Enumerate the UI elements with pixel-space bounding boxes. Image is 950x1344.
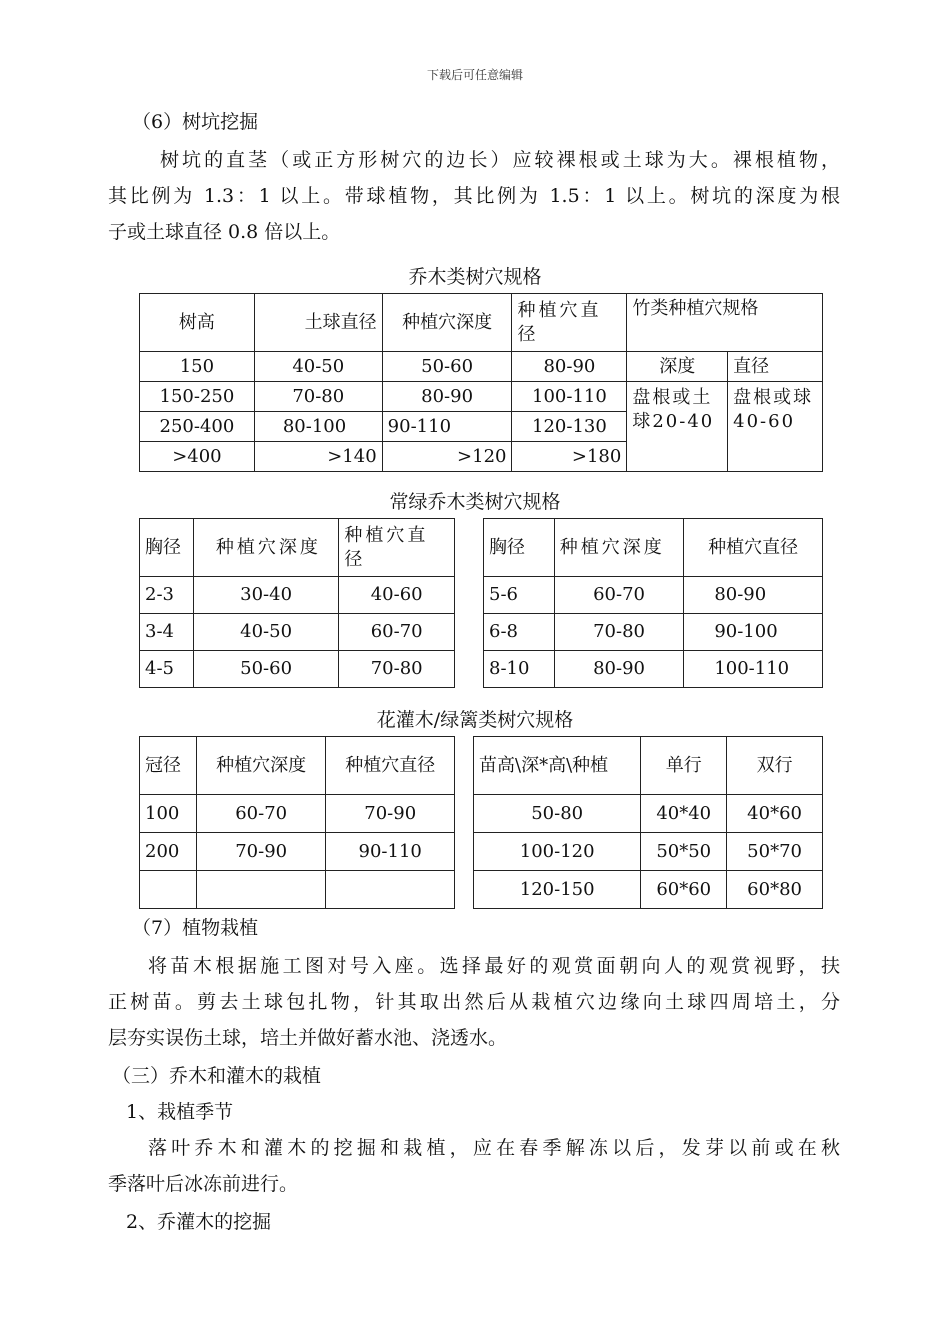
table-cell: 90-110 — [382, 412, 512, 442]
table-cell: 6-8 — [484, 614, 555, 651]
arbor-pit-table — [139, 293, 823, 472]
section-heading: （6）树坑挖掘 — [132, 111, 259, 133]
table-cell: 40-60 — [339, 577, 455, 614]
table-cell: 80-90 — [382, 382, 512, 412]
table-cell: 60*60 — [641, 871, 727, 909]
table-cell: 40-50 — [193, 614, 339, 651]
paragraph-line: 树坑的直茎（或正方形树穴的边长）应较裸根或土球为大。裸根植物， — [160, 149, 840, 171]
table-cell: 70-80 — [554, 614, 684, 651]
table-cell: 200 — [140, 833, 197, 871]
table-cell: 30-40 — [193, 577, 339, 614]
table-cell: 100 — [140, 795, 197, 833]
table-cell: 100-120 — [474, 833, 641, 871]
header-cell: 直径 — [728, 352, 823, 382]
header-cell: 种植穴直径 — [512, 294, 627, 352]
table-caption: 花灌木/绿篱类树穴规格 — [376, 709, 574, 731]
paragraph-line: 正树苗。剪去土球包扎物，针其取出然后从栽植穴边缘向土球四周培土，分 — [108, 991, 840, 1013]
table-cell: 60*80 — [727, 871, 823, 909]
table-cell: 150 — [140, 352, 255, 382]
header-cell: 胸径 — [484, 519, 555, 577]
header-cell: 种植穴直径 — [326, 737, 455, 795]
table-cell: 8-10 — [484, 651, 555, 688]
table-cell: 90-110 — [326, 833, 455, 871]
table-cell: 70-80 — [339, 651, 455, 688]
header-cell: 种植穴深度 — [193, 519, 339, 577]
table-cell: 40-50 — [254, 352, 382, 382]
table-cell: 120-150 — [474, 871, 641, 909]
header-cell: 单行 — [641, 737, 727, 795]
section-heading: （7）植物栽植 — [132, 917, 259, 939]
table-cell: 3-4 — [140, 614, 194, 651]
header-cell: 深度 — [627, 352, 728, 382]
header-cell: 种植穴深度 — [382, 294, 512, 352]
table-cell: 250-400 — [140, 412, 255, 442]
header-cell: 胸径 — [140, 519, 194, 577]
header-cell: 树高 — [140, 294, 255, 352]
table-cell: 60-70 — [339, 614, 455, 651]
table-cell — [140, 871, 197, 909]
header-cell: 种植穴深度 — [554, 519, 684, 577]
header-cell: 种植穴深度 — [196, 737, 326, 795]
table-cell: 40*60 — [727, 795, 823, 833]
table-cell: 120-130 — [512, 412, 627, 442]
table-cell: 60-70 — [196, 795, 326, 833]
table-cell: 70-90 — [196, 833, 326, 871]
table-cell — [326, 871, 455, 909]
table-cell: 40*40 — [641, 795, 727, 833]
paragraph-line: 落叶乔木和灌木的挖掘和栽植，应在春季解冻以后，发芽以前或在秋 — [148, 1137, 840, 1159]
table-cell: 100-110 — [684, 651, 823, 688]
evergreen-pit-table-left — [139, 518, 455, 688]
header-cell: 竹类种植穴规格 — [627, 294, 823, 352]
table-cell: >400 — [140, 442, 255, 472]
section-heading: （三）乔木和灌木的栽植 — [112, 1065, 322, 1087]
table-cell: 60-70 — [554, 577, 684, 614]
table-cell: 100-110 — [512, 382, 627, 412]
paragraph-line: 将苗木根据施工图对号入座。选择最好的观赏面朝向人的观赏视野，扶 — [148, 955, 840, 977]
evergreen-pit-table-right — [483, 518, 823, 688]
table-cell: >180 — [512, 442, 627, 472]
table-cell: 50-60 — [193, 651, 339, 688]
paragraph-line: 子或土球直径 0.8 倍以上。 — [108, 221, 341, 243]
paragraph-line: 层夯实误伤土球，培土并做好蓄水池、浇透水。 — [108, 1027, 508, 1049]
header-cell: 土球直径 — [254, 294, 382, 352]
page-header: 下载后可任意编辑 — [426, 68, 523, 82]
table-cell: 50*50 — [641, 833, 727, 871]
table-caption: 乔木类树穴规格 — [408, 266, 542, 288]
subsection-heading: 1、栽植季节 — [126, 1101, 234, 1123]
table-caption: 常绿乔木类树穴规格 — [389, 491, 561, 513]
table-cell: 盘根或土球20-40 — [627, 382, 728, 472]
table-cell: 50-80 — [474, 795, 641, 833]
header-cell: 冠径 — [140, 737, 197, 795]
table-cell: 2-3 — [140, 577, 194, 614]
paragraph-line: 其比例为 1.3：1 以上。带球植物，其比例为 1.5：1 以上。树坑的深度为根 — [108, 185, 840, 207]
paragraph-line: 季落叶后冰冻前进行。 — [108, 1173, 299, 1195]
table-cell: 50-60 — [382, 352, 512, 382]
table-cell: 80-90 — [554, 651, 684, 688]
table-cell: 80-100 — [254, 412, 382, 442]
table-cell: 50*70 — [727, 833, 823, 871]
header-cell: 双行 — [727, 737, 823, 795]
table-cell: 90-100 — [684, 614, 823, 651]
shrub-pit-table-left — [139, 736, 455, 909]
table-cell — [196, 871, 326, 909]
subsection-heading: 2、乔灌木的挖掘 — [126, 1211, 272, 1233]
table-cell: 70-80 — [254, 382, 382, 412]
header-cell: 种植穴直径 — [339, 519, 455, 577]
table-cell: 5-6 — [484, 577, 555, 614]
table-cell: 80-90 — [512, 352, 627, 382]
table-cell: 150-250 — [140, 382, 255, 412]
shrub-pit-table-right — [473, 736, 823, 909]
header-cell: 种植穴直径 — [684, 519, 823, 577]
table-cell: >140 — [254, 442, 382, 472]
table-cell: 盘根或球 40-60 — [728, 382, 823, 472]
header-cell: 苗高\深*高\种植 — [474, 737, 641, 795]
table-cell: 80-90 — [684, 577, 823, 614]
table-cell: >120 — [382, 442, 512, 472]
table-cell: 70-90 — [326, 795, 455, 833]
table-cell: 4-5 — [140, 651, 194, 688]
